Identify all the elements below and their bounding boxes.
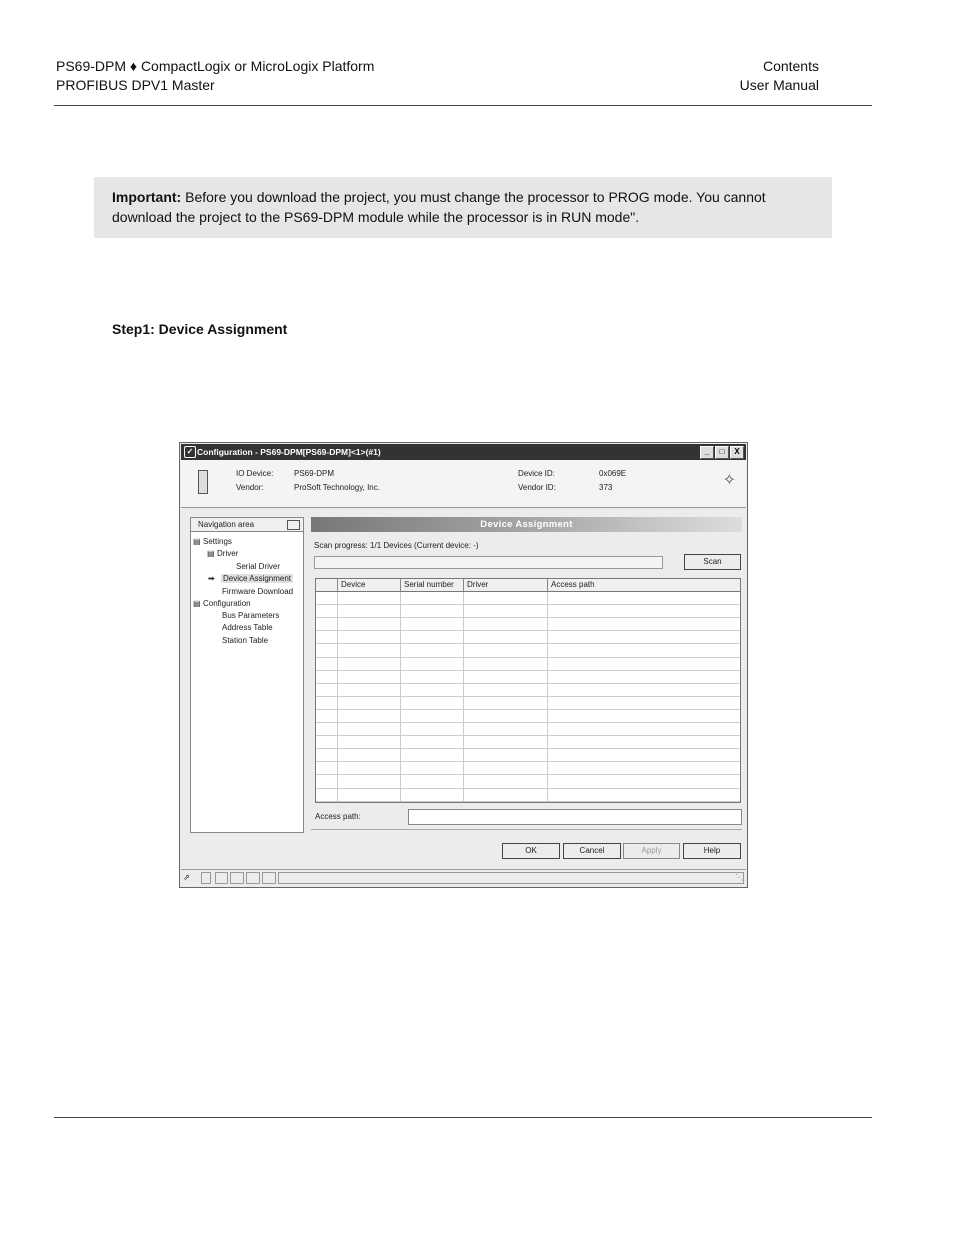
app-icon: ✓ (184, 446, 196, 458)
scan-progress-text: Scan progress: 1/1 Devices (Current device: -) (314, 541, 479, 550)
table-cell (548, 762, 740, 774)
table-cell (401, 723, 464, 735)
device-status-icon (201, 872, 211, 884)
table-cell (316, 644, 338, 656)
close-button[interactable]: X (730, 446, 744, 459)
nav-item-station-table[interactable]: Station Table (222, 636, 269, 645)
table-cell (316, 631, 338, 643)
vendor-id-value: 373 (599, 483, 613, 492)
nav-item-firmware-download[interactable]: Firmware Download (222, 587, 294, 596)
nav-item-address-table[interactable]: Address Table (222, 623, 273, 632)
table-cell (548, 644, 740, 656)
table-cell (316, 684, 338, 696)
table-cell (338, 762, 401, 774)
important-note (94, 177, 832, 238)
table-cell (338, 684, 401, 696)
nav-item-label: Settings (203, 537, 232, 546)
table-cell (338, 618, 401, 630)
access-path-field[interactable] (408, 809, 742, 825)
table-cell (338, 710, 401, 722)
table-cell (338, 697, 401, 709)
table-row[interactable] (316, 710, 740, 723)
table-cell (548, 749, 740, 761)
table-cell (338, 658, 401, 670)
table-cell (548, 710, 740, 722)
table-row[interactable] (316, 658, 740, 671)
table-cell (548, 775, 740, 787)
configuration-dialog (179, 442, 748, 888)
table-cell (316, 605, 338, 617)
nav-item-label: Configuration (203, 599, 251, 608)
folder-open-icon: ▤ (193, 537, 201, 546)
table-cell (464, 789, 548, 801)
col-header-driver[interactable]: Driver (464, 579, 548, 591)
col-header-index[interactable] (316, 579, 338, 591)
table-cell (401, 789, 464, 801)
table-row[interactable] (316, 605, 740, 618)
note-text: Before you download the project, you must change the processor to PROG mode. You cannot download the project to the PS69-DPM module while the processor is in RUN mode". (112, 189, 766, 225)
io-device-value: PS69-DPM (294, 469, 335, 478)
connection-icon: ⇗ (183, 873, 190, 882)
table-row[interactable] (316, 592, 740, 605)
table-cell (401, 631, 464, 643)
table-cell (464, 762, 548, 774)
device-table (315, 578, 741, 803)
io-device-label: IO Device: (236, 469, 274, 478)
apply-button[interactable]: Apply (623, 843, 680, 859)
table-cell (338, 671, 401, 683)
table-cell (316, 592, 338, 604)
panel-divider (311, 829, 742, 830)
status-field (230, 872, 244, 884)
status-bar (181, 869, 746, 886)
nav-item-bus-parameters[interactable]: Bus Parameters (222, 611, 280, 620)
table-cell (401, 684, 464, 696)
panel-title: Device Assignment (311, 517, 742, 532)
table-row[interactable] (316, 789, 740, 802)
nav-item-configuration[interactable] (193, 598, 251, 609)
resize-grip-icon[interactable]: ⋱ (735, 873, 743, 882)
table-cell (338, 775, 401, 787)
table-cell (401, 762, 464, 774)
status-field (215, 872, 228, 884)
table-cell (548, 671, 740, 683)
table-cell (316, 736, 338, 748)
table-cell (464, 618, 548, 630)
device-icon (198, 470, 208, 494)
table-cell (464, 697, 548, 709)
table-cell (316, 671, 338, 683)
table-cell (401, 697, 464, 709)
table-cell (464, 723, 548, 735)
device-id-value: 0x069E (599, 469, 627, 478)
table-cell (316, 618, 338, 630)
vendor-value: ProSoft Technology, Inc. (294, 483, 380, 492)
table-cell (316, 710, 338, 722)
table-row[interactable] (316, 631, 740, 644)
table-cell (548, 684, 740, 696)
table-cell (464, 671, 548, 683)
status-field (262, 872, 276, 884)
table-row[interactable] (316, 736, 740, 749)
nav-item-serial-driver[interactable]: Serial Driver (236, 562, 281, 571)
table-cell (464, 710, 548, 722)
table-cell (464, 592, 548, 604)
help-button[interactable]: Help (683, 843, 741, 859)
table-cell (401, 644, 464, 656)
table-row[interactable] (316, 618, 740, 631)
table-cell (316, 658, 338, 670)
table-cell (401, 749, 464, 761)
nav-item-device-assignment[interactable] (208, 573, 293, 584)
dialog-titlebar (181, 444, 746, 460)
header-subtitle: PROFIBUS DPV1 Master (56, 77, 215, 93)
table-cell (338, 644, 401, 656)
table-cell (338, 723, 401, 735)
note-label: Important: (112, 189, 182, 205)
table-cell (464, 658, 548, 670)
nav-toggle-icon[interactable] (287, 520, 300, 530)
scan-button[interactable]: Scan (684, 554, 741, 570)
folder-open-icon: ▤ (207, 549, 215, 558)
table-cell (464, 736, 548, 748)
header-doc-type: User Manual (739, 77, 819, 93)
header-product: PS69-DPM ♦ CompactLogix or MicroLogix Platform (56, 58, 375, 74)
header-right (740, 57, 819, 95)
status-field (246, 872, 260, 884)
nav-item-label: Device Assignment (223, 574, 292, 583)
table-cell (338, 736, 401, 748)
table-row[interactable] (316, 697, 740, 710)
table-cell (338, 631, 401, 643)
table-cell (548, 605, 740, 617)
table-cell (464, 631, 548, 643)
table-row[interactable] (316, 671, 740, 684)
nav-title: Navigation area (198, 520, 255, 529)
nav-item-label: Driver (217, 549, 239, 558)
table-cell (548, 592, 740, 604)
navigation-area (190, 517, 304, 833)
table-row[interactable] (316, 684, 740, 697)
table-cell (548, 618, 740, 630)
dialog-title: Configuration - PS69-DPM[PS69-DPM]<1>(#1) (197, 447, 381, 457)
network-icon: ✧ (722, 472, 736, 489)
table-row[interactable] (316, 775, 740, 788)
table-cell (401, 736, 464, 748)
nav-item-driver[interactable] (207, 548, 238, 559)
access-path-label: Access path: (315, 812, 361, 821)
cancel-button[interactable]: Cancel (563, 843, 621, 859)
table-cell (316, 775, 338, 787)
table-cell (401, 671, 464, 683)
table-cell (548, 723, 740, 735)
table-cell (401, 605, 464, 617)
table-cell (464, 775, 548, 787)
table-cell (338, 789, 401, 801)
header-left (56, 57, 374, 95)
nav-header (191, 518, 303, 532)
table-cell (464, 749, 548, 761)
vendor-label: Vendor: (236, 483, 264, 492)
table-row[interactable] (316, 762, 740, 775)
table-row[interactable] (316, 749, 740, 762)
table-cell (464, 644, 548, 656)
table-cell (338, 605, 401, 617)
table-cell (316, 697, 338, 709)
table-cell (316, 723, 338, 735)
table-body (316, 592, 740, 802)
ok-button[interactable]: OK (502, 843, 560, 859)
header-section: Contents (762, 58, 819, 74)
arrow-right-icon: ➡ (208, 574, 215, 583)
col-header-device[interactable]: Device (338, 579, 401, 591)
table-row[interactable] (316, 723, 740, 736)
table-cell (401, 710, 464, 722)
table-cell (316, 789, 338, 801)
table-cell (338, 749, 401, 761)
device-id-label: Device ID: (518, 469, 555, 478)
col-header-serial-number[interactable]: Serial number (401, 579, 464, 591)
minimize-button[interactable]: _ (700, 446, 714, 459)
table-cell (401, 775, 464, 787)
table-cell (401, 658, 464, 670)
header-rule (54, 105, 872, 106)
table-cell (464, 605, 548, 617)
table-cell (464, 684, 548, 696)
table-cell (548, 789, 740, 801)
vendor-id-label: Vendor ID: (518, 483, 556, 492)
nav-item-settings[interactable] (193, 536, 232, 547)
col-header-access-path[interactable]: Access path (548, 579, 740, 591)
status-message-field (278, 872, 744, 884)
scan-progress-bar (314, 556, 663, 569)
table-header-row (316, 579, 740, 592)
table-cell (401, 618, 464, 630)
device-assignment-panel (311, 517, 742, 831)
folder-open-icon: ▤ (193, 599, 201, 608)
table-cell (316, 749, 338, 761)
table-cell (548, 658, 740, 670)
table-cell (338, 592, 401, 604)
footer-rule (54, 1117, 872, 1118)
table-cell (401, 592, 464, 604)
table-cell (316, 762, 338, 774)
device-info-bar (181, 460, 746, 508)
table-row[interactable] (316, 644, 740, 657)
table-cell (548, 631, 740, 643)
step-heading: Step1: Device Assignment (112, 321, 288, 337)
table-cell (548, 736, 740, 748)
table-cell (548, 697, 740, 709)
maximize-button[interactable]: □ (715, 446, 729, 459)
